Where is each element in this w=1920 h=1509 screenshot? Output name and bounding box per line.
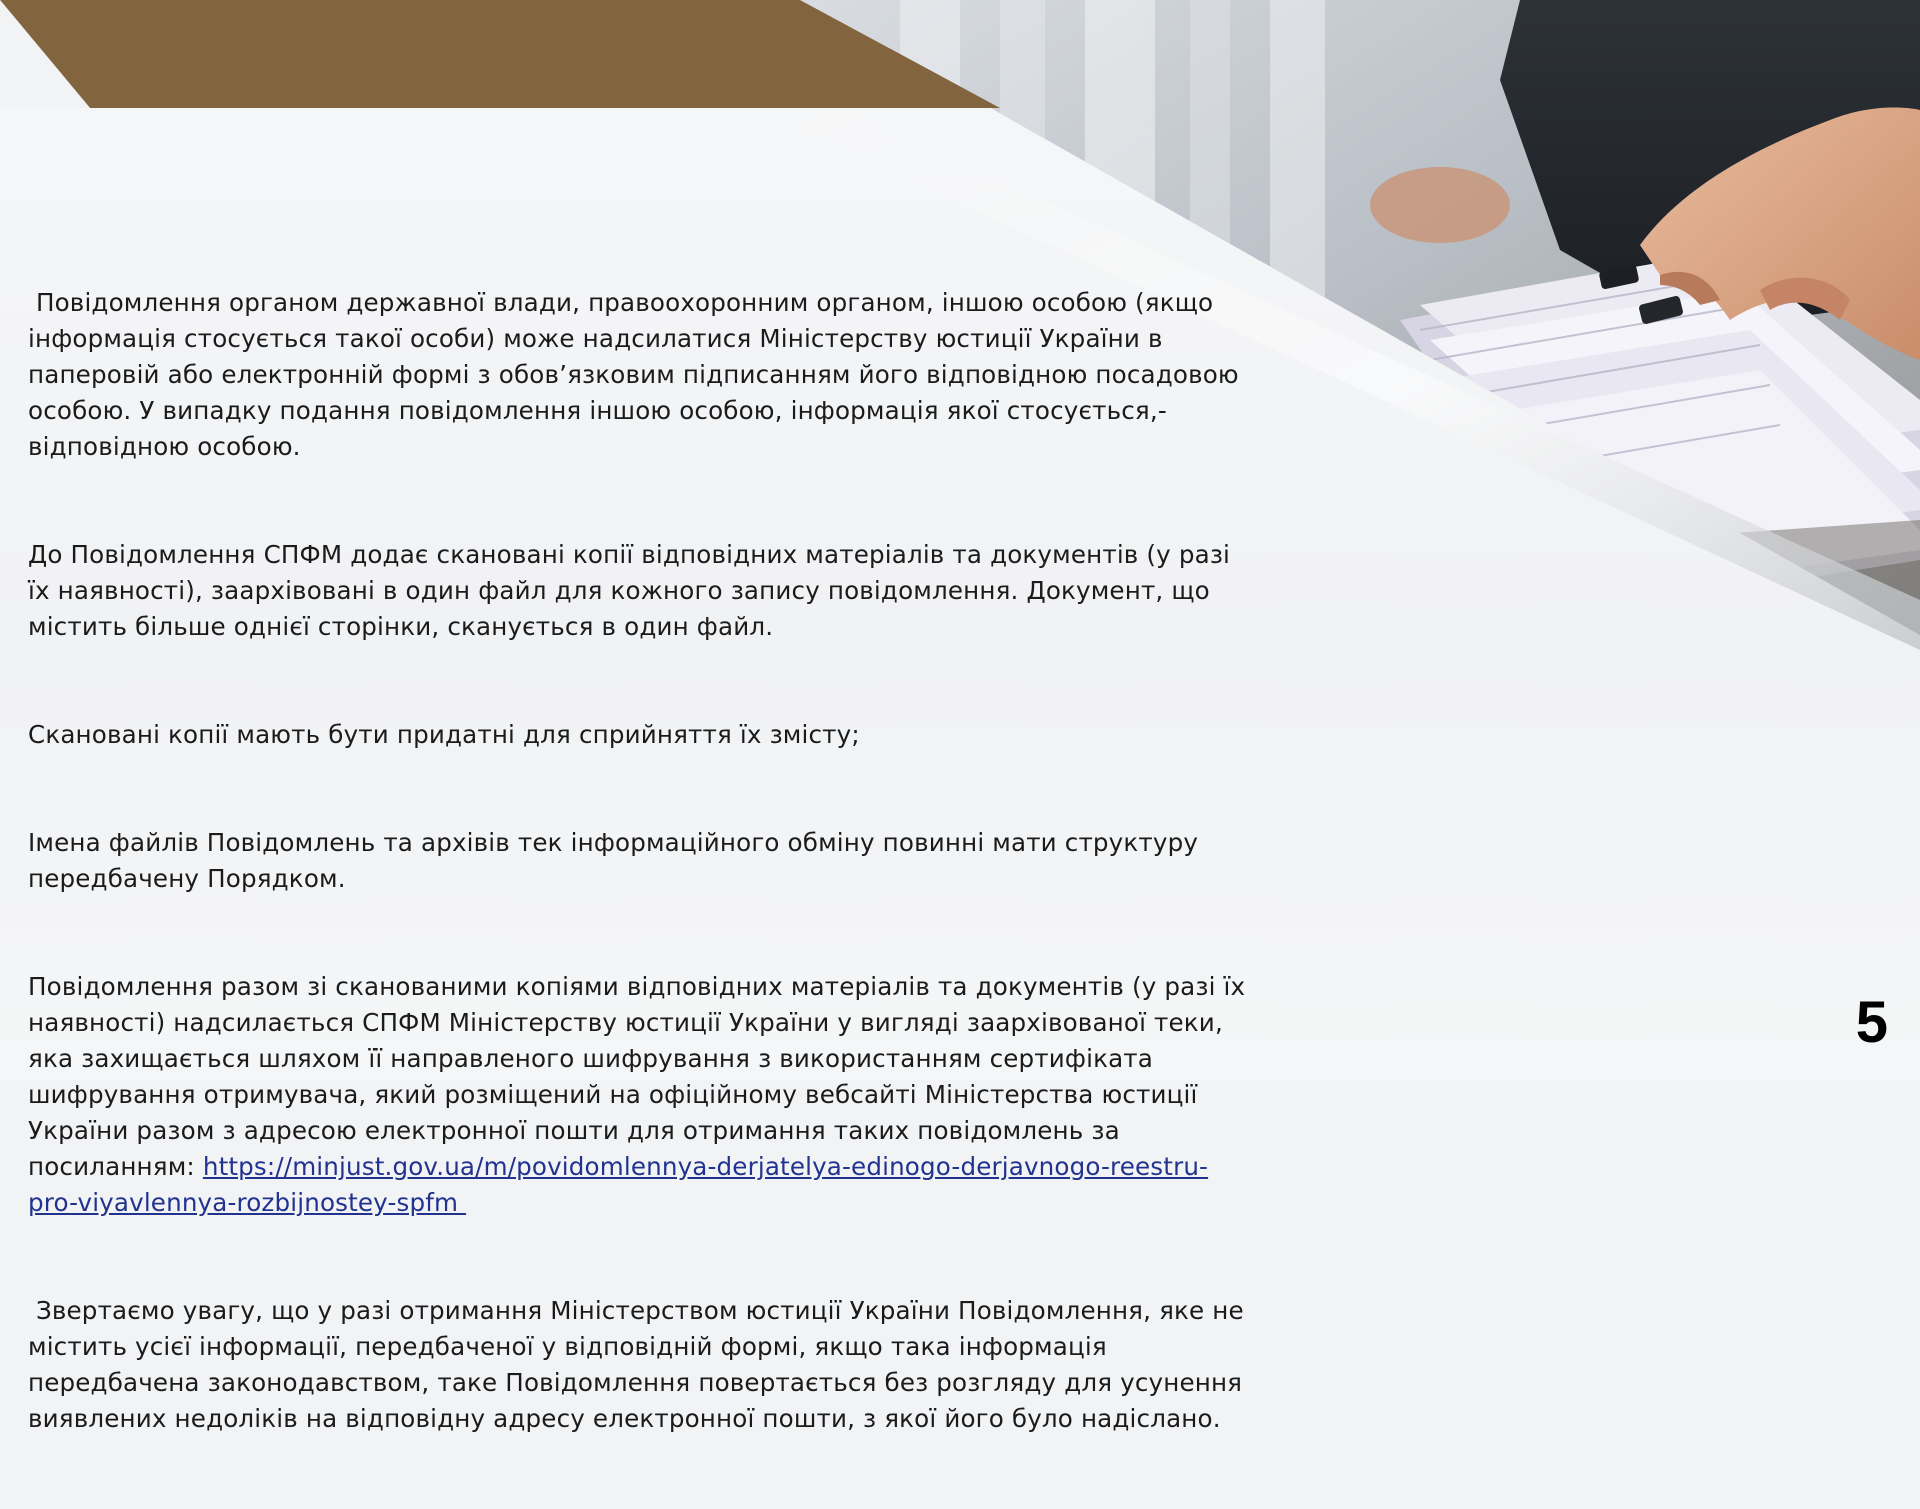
- paragraph-5-text: Повідомлення разом зі сканованими копіями відповідних матеріалів та документів (у разі їх наявності) надсилається СПФМ Міністерству юстиції України у вигляді заархівованої теки, яка захищається шляхом її направленого шифрування з використанням сертифіката шифрування отримувача, який розміщений на офіційному вебсайті Міністерства юстиції України разом з адресою електронної пошти для отримання таких повідомлень за посиланням:: [28, 972, 1254, 1181]
- minjust-link[interactable]: https://minjust.gov.ua/m/povidomlennya-derjatelya-edinogo-derjavnogo-reestru-pro-viyavlennya-rozbijnostey-spfm: [28, 1152, 1209, 1217]
- paragraph-5: [28, 969, 1253, 1221]
- paragraph-1: Повідомлення органом державної влади, правоохоронним органом, іншою особою (якщо інформація стосується такої особи) може надсилатися Міністерству юстиції України в паперовій або електронній формі з обов’язковим підписанням його відповідною посадовою особою. У випадку подання повідомлення іншою особою, інформація якої стосується,- відповідною особою.: [28, 288, 1247, 461]
- slide-text: [28, 213, 1253, 1509]
- paragraph-4: Імена файлів Повідомлень та архівів тек інформаційного обміну повинні мати структуру передбачену Порядком.: [28, 828, 1207, 893]
- paragraph-6: Звертаємо увагу, що у разі отримання Міністерством юстиції України Повідомлення, яке не містить усієї інформації, передбаченої у відповідній формі, якщо така інформація передбачена законодавством, таке Повідомлення повертається без розгляду для усунення виявлених недоліків на відповідну адресу електронної пошти, з якої його було надіслано.: [28, 1296, 1252, 1433]
- paragraph-2: До Повідомлення СПФМ додає скановані копії відповідних матеріалів та документів (у разі їх наявності), заархівовані в один файл для кожного запису повідомлення. Документ, що містить більше однієї сторінки, сканується в один файл.: [28, 540, 1238, 641]
- page-number: 5: [1855, 990, 1888, 1055]
- paragraph-3: Скановані копії мають бути придатні для сприйняття їх змісту;: [28, 720, 860, 749]
